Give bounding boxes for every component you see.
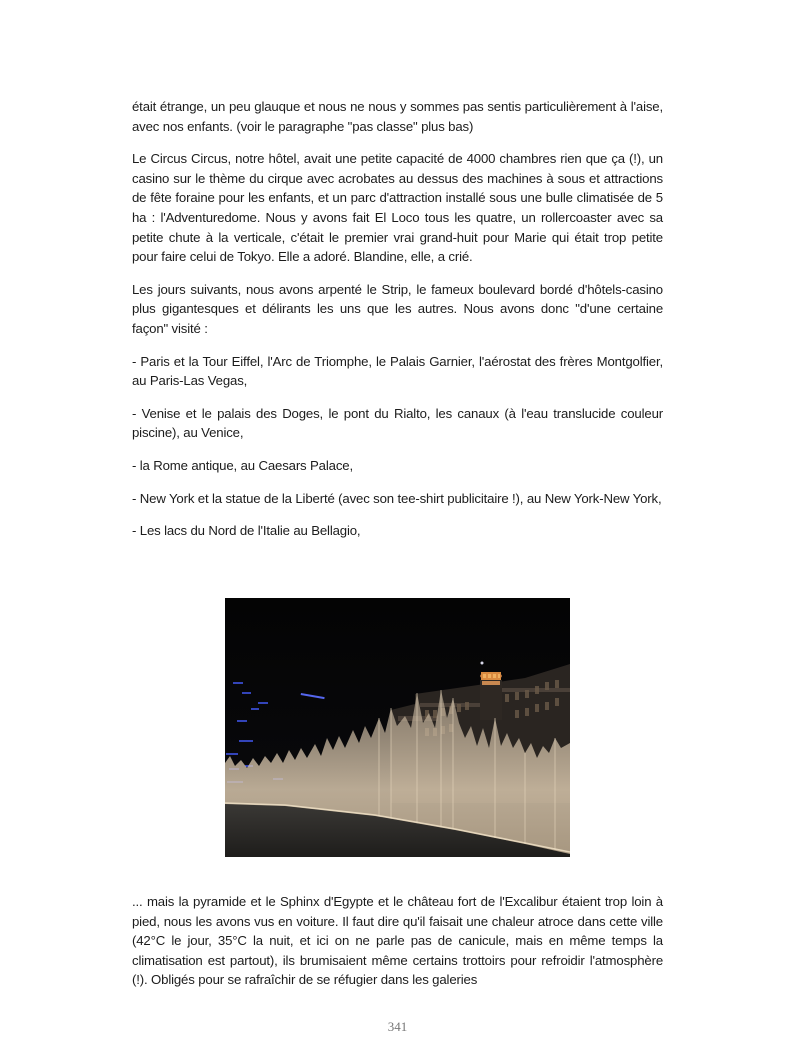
- list-item-paragraph: - Les lacs du Nord de l'Italie au Bellagio,: [132, 523, 361, 539]
- top-text-block: [132, 97, 663, 554]
- list-item-paragraph: - la Rome antique, au Caesars Palace,: [132, 457, 353, 473]
- list-item-paragraph: - New York et la statue de la Liberté (avec son tee-shirt publicitaire !), au New York-New York,: [132, 490, 662, 506]
- list-item-paragraph: - Paris et la Tour Eiffel, l'Arc de Triomphe, le Palais Garnier, l'aérostat des frères Montgolfier, au Paris-Las Vegas,: [132, 353, 663, 389]
- paragraph: était étrange, un peu glauque et nous ne nous y sommes pas sentis particulièrement à l'aise, avec nos enfants. (voir le paragraphe "pas classe" plus bas): [132, 99, 663, 134]
- paragraph: Les jours suivants, nous avons arpenté le Strip, le fameux boulevard bordé d'hôtels-casino plus gigantesques et délirants les uns que les autres. Nous avons donc "d'une certaine façon" visité :: [132, 281, 663, 336]
- list-item-paragraph: - Venise et le palais des Doges, le pont du Rialto, les canaux (à l'eau translucide couleur piscine), au Venice,: [132, 405, 663, 441]
- photo-illustration: [225, 598, 570, 857]
- bellagio-fountains-photo: [225, 598, 570, 857]
- bottom-text-block: [132, 892, 663, 1003]
- paragraph: Le Circus Circus, notre hôtel, avait une petite capacité de 4000 chambres rien que ça (!), un casino sur le thème du cirque avec acrobates au dessus des machines à sous et attractions de fête foraine pour les enfants, et un parc d'attraction installé sous une bulle climatisée de 5 ha : l'Adventuredome. Nous y avons fait El Loco tous les quatre, un rollercoaster avec sa petite chute à la verticale, c'était le premier vrai grand-huit pour Marie qui était trop petite pour faire celui de Tokyo. Elle a adoré. Blandine, elle, a crié.: [132, 151, 663, 265]
- page-number: 341: [387, 1019, 408, 1034]
- paragraph: ... mais la pyramide et le Sphinx d'Egypte et le château fort de l'Excalibur étaient trop loin à pied, nous les avons vus en voiture. Il faut dire qu'il faisait une chaleur atroce dans cette ville (42°C le jour, 35°C la nuit, et ici on ne parle pas de canicule, mais en même temps la climatisation est partout), ils brumisaient même certains trottoirs pour refroidir l'atmosphère (!). Obligés pour se rafraîchir de se réfugier dans les galeries: [132, 894, 663, 988]
